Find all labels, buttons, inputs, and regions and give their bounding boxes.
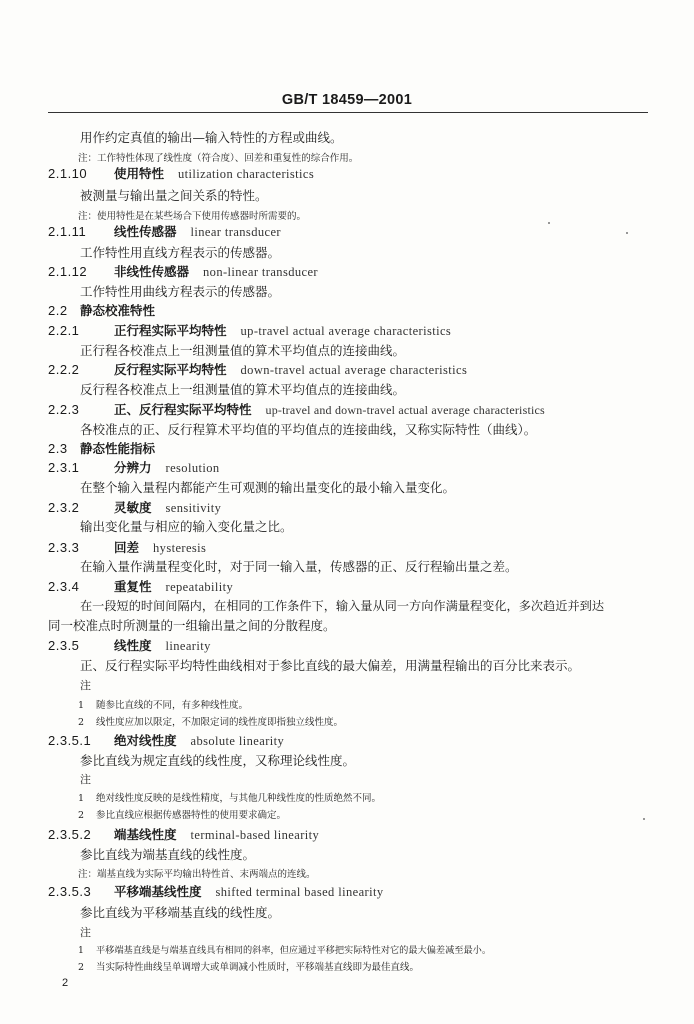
- scan-speck: [626, 232, 628, 234]
- section-number: 2.3.3: [48, 540, 80, 555]
- section-number: 2.3.2: [48, 500, 80, 515]
- text-line: 用作约定真值的输出—输入特性的方程或曲线。: [80, 130, 343, 145]
- section-2-3-3: [48, 538, 206, 556]
- note-line: 注：端基直线为实际平均输出特性首、末两端点的连线。: [78, 869, 316, 880]
- section-title-en: up-travel actual average characteristics: [240, 324, 452, 338]
- section-number: 2.1.12: [48, 264, 88, 279]
- note-text: 当实际特性曲线呈单调增大或单调减小性质时，平移端基直线即为最佳直线。: [96, 962, 420, 973]
- section-title-zh: 端基线性度: [114, 827, 177, 842]
- text-line: 正、反行程实际平均特性曲线相对于参比直线的最大偏差，用满量程输出的百分比来表示。: [80, 658, 581, 673]
- section-2-3-5-3: [48, 882, 383, 900]
- note-line: 注：工作特性体现了线性度（符合度）、回差和重复性的综合作用。: [78, 153, 359, 164]
- section-title-en: non-linear transducer: [203, 265, 318, 279]
- section-number: 2.1.10: [48, 166, 88, 181]
- section-title-zh: 平移端基线性度: [114, 884, 202, 899]
- note-number: 2: [78, 962, 85, 973]
- section-number: 2.3.5.3: [48, 884, 92, 899]
- section-title-zh: 正、反行程实际平均特性: [114, 402, 252, 417]
- section-2-1-11: [48, 222, 281, 240]
- text-line: 正行程各校准点上一组测量值的算术平均值点的连接曲线。: [80, 343, 406, 358]
- section-2-1-12: [48, 262, 318, 280]
- note-label: 注: [80, 679, 91, 692]
- text-line: 工作特性用直线方程表示的传感器。: [80, 245, 281, 260]
- section-title-en: shifted terminal based linearity: [215, 885, 384, 899]
- section-number: 2.3: [48, 441, 68, 456]
- note-item: [78, 959, 419, 973]
- section-title-en: resolution: [165, 461, 220, 475]
- text-line: 同一校准点时所测量的一组输出量之间的分散程度。: [48, 618, 336, 633]
- text-line: 输出变化量与相应的输入变化量之比。: [80, 519, 293, 534]
- section-number: 2.2.3: [48, 402, 80, 417]
- text-line: 参比直线为规定直线的线性度，又称理论线性度。: [80, 753, 356, 768]
- text-line: 被测量与输出量之间关系的特性。: [80, 188, 268, 203]
- section-title-en: linearity: [165, 639, 211, 653]
- section-title-en: terminal-based linearity: [190, 828, 320, 842]
- section-number: 2.3.5.1: [48, 733, 92, 748]
- note-item: [78, 790, 381, 804]
- section-title-zh: 静态校准特性: [80, 303, 156, 318]
- note-text: 平移端基直线是与端基直线具有相同的斜率，但应通过平移把实际特性对它的最大偏差减至最小。: [96, 945, 492, 956]
- text-line: 工作特性用曲线方程表示的传感器。: [80, 284, 281, 299]
- section-title-zh: 反行程实际平均特性: [114, 362, 227, 377]
- note-text: 绝对线性度反映的是线性精度，与其他几种线性度的性质绝然不同。: [96, 793, 382, 804]
- section-title-zh: 非线性传感器: [114, 264, 190, 279]
- text-line: 各校准点的正、反行程算术平均值的平均值点的连接曲线，又称实际特性（曲线）。: [80, 422, 537, 437]
- note-item: [78, 714, 343, 728]
- section-title-en: repeatability: [165, 580, 234, 594]
- scan-speck: [643, 818, 645, 820]
- section-title-en: sensitivity: [165, 501, 222, 515]
- section-2-3-1: [48, 458, 220, 476]
- note-text: 参比直线应根据传感器特性的使用要求确定。: [96, 810, 287, 821]
- section-title-zh: 重复性: [114, 579, 152, 594]
- note-number: 2: [78, 717, 85, 728]
- note-line: 注：使用特性是在某些场合下使用传感器时所需要的。: [78, 211, 307, 222]
- note-number: 1: [78, 945, 84, 956]
- section-title-zh: 回差: [114, 540, 140, 555]
- text-line: 参比直线为端基直线的线性度。: [80, 847, 256, 862]
- note-item: [78, 942, 491, 956]
- section-number: 2.3.4: [48, 579, 80, 594]
- section-title-en: utilization characteristics: [178, 167, 315, 181]
- section-title-zh: 使用特性: [114, 166, 165, 181]
- section-number: 2.2.1: [48, 323, 80, 338]
- section-title-en: down-travel actual average characteristics: [240, 363, 468, 377]
- section-2-2: [48, 301, 169, 319]
- note-label: 注: [80, 773, 91, 786]
- note-number: 1: [78, 700, 85, 711]
- text-line: 参比直线为平移端基直线的线性度。: [80, 905, 281, 920]
- section-2-3-4: [48, 577, 233, 595]
- note-text: 随参比直线的不同，有多种线性度。: [96, 700, 249, 711]
- standard-code-header: GB/T 18459—2001: [281, 92, 413, 108]
- section-2-3-5-1: [48, 731, 284, 749]
- section-2-3-5-2: [48, 825, 319, 843]
- section-title-zh: 灵敏度: [114, 500, 152, 515]
- section-number: 2.3.5: [48, 638, 80, 653]
- section-number: 2.2.2: [48, 362, 80, 377]
- section-title-zh: 分辨力: [114, 460, 152, 475]
- section-title-zh: 正行程实际平均特性: [114, 323, 227, 338]
- text-line: 在一段短的时间间隔内，在相同的工作条件下，输入量从同一方向作满量程变化，多次趋近并到达: [80, 599, 605, 613]
- header-rule: [48, 112, 648, 113]
- section-title-en: up-travel and down-travel actual average characteristics: [265, 403, 545, 417]
- section-title-zh: 线性传感器: [114, 224, 177, 239]
- text-line: 在整个输入量程内都能产生可观测的输出量变化的最小输入量变化。: [80, 480, 456, 495]
- section-2-2-3: [48, 400, 545, 418]
- section-2-3-5: [48, 636, 211, 654]
- section-number: 2.1.11: [48, 224, 87, 239]
- section-2-3-2: [48, 498, 221, 516]
- note-text: 线性度应加以限定，不加限定词的线性度即指独立线性度。: [96, 717, 344, 728]
- text-line: 在输入量作满量程变化时，对于同一输入量，传感器的正、反行程输出量之差。: [80, 559, 518, 574]
- section-2-1-10: [48, 164, 314, 182]
- note-number: 1: [78, 793, 85, 804]
- section-title-en: linear transducer: [190, 225, 281, 239]
- section-number: 2.3.1: [48, 460, 80, 475]
- section-title-en: absolute linearity: [190, 734, 285, 748]
- note-label: 注: [80, 926, 91, 939]
- note-item: [78, 807, 286, 821]
- page-number: 2: [62, 977, 69, 989]
- scan-speck: [548, 222, 550, 224]
- section-2-2-1: [48, 321, 451, 339]
- note-item: [78, 697, 248, 711]
- section-title-en: hysteresis: [153, 541, 207, 555]
- section-number: 2.2: [48, 303, 68, 318]
- section-2-2-2: [48, 360, 467, 378]
- section-title-zh: 绝对线性度: [114, 733, 177, 748]
- text-line: 反行程各校准点上一组测量值的算术平均值点的连接曲线。: [80, 382, 406, 397]
- note-number: 2: [78, 810, 85, 821]
- section-title-zh: 静态性能指标: [80, 441, 156, 456]
- section-number: 2.3.5.2: [48, 827, 92, 842]
- section-title-zh: 线性度: [114, 638, 152, 653]
- section-2-3: [48, 439, 169, 457]
